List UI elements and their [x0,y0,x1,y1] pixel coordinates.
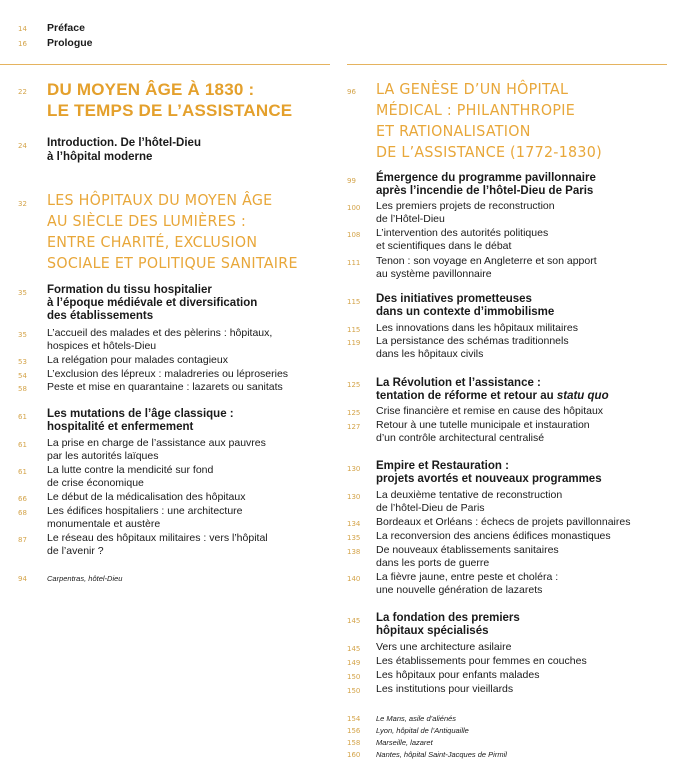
toc-entry[interactable]: Le début de la médicalisation des hôpitaux [47,491,246,503]
page-number: 16 [18,40,27,48]
page-number: 130 [347,493,361,501]
toc-entry[interactable]: Le réseau des hôpitaux militaires : vers l’hôpital [47,532,268,544]
page-number: 156 [347,727,361,735]
toc-entry[interactable]: par les autorités laïques [47,450,159,462]
page-number: 61 [18,468,27,476]
page-number: 119 [347,339,361,347]
toc-entry[interactable]: Crise financière et remise en cause des hôpitaux [376,405,604,417]
toc-entry-prologue[interactable]: Prologue [47,37,93,49]
page-number: 96 [347,88,356,96]
toc-entry[interactable]: hospices et hôtels-Dieu [47,340,157,352]
page-number: 99 [347,177,356,185]
toc-entry[interactable]: une nouvelle génération de lazarets [376,584,543,596]
chapter-title[interactable]: des établissements [47,310,154,322]
page-number: 127 [347,423,361,431]
part-title-line[interactable]: DU MOYEN ÂGE À 1830 : [47,80,255,99]
chapter-title[interactable]: dans un contexte d’immobilisme [376,306,555,318]
toc-entry[interactable]: de l’Hôtel-Dieu [376,213,445,225]
page-number: 115 [347,326,361,334]
toc-entry[interactable]: De nouveaux établissements sanitaires [376,544,559,556]
page-number: 35 [18,289,27,297]
toc-entry[interactable]: Les établissements pour femmes en couches [376,655,587,667]
toc-entry[interactable]: Les institutions pour vieillards [376,683,514,695]
toc-entry[interactable]: La deuxième tentative de reconstruction [376,489,563,501]
chapter-title[interactable]: Empire et Restauration : [376,460,509,472]
toc-entry[interactable]: Les premiers projets de reconstruction [376,200,555,212]
page-number: 24 [18,142,27,150]
toc-entry[interactable]: Les innovations dans les hôpitaux militaires [376,322,578,334]
page-number: 115 [347,298,361,306]
page-number: 134 [347,520,361,528]
toc-entry[interactable]: L’accueil des malades et des pèlerins : hôpitaux, [47,327,273,339]
part-title-line[interactable]: DE L’ASSISTANCE (1772-1830) [376,143,602,161]
toc-entry[interactable]: dans les hôpitaux civils [376,348,484,360]
page-number: 61 [18,441,27,449]
section-title-line[interactable]: LES HÔPITAUX DU MOYEN ÂGE [47,191,273,209]
plate-caption[interactable]: Le Mans, asile d’aliénés [376,714,457,723]
page-number: 100 [347,204,361,212]
toc-entry[interactable]: d’un contrôle architectural centralisé [376,432,545,444]
toc-entry[interactable]: La reconversion des anciens édifices monastiques [376,530,611,542]
chapter-title[interactable]: La Révolution et l’assistance : [376,377,541,389]
part-title-line[interactable]: LE TEMPS DE L’ASSISTANCE [47,101,293,120]
plate-caption[interactable]: Carpentras, hôtel-Dieu [47,574,123,583]
divider [0,64,330,65]
toc-entry[interactable]: de l’avenir ? [47,545,104,557]
page-number: 140 [347,575,361,583]
toc-entry[interactable]: Bordeaux et Orléans : échecs de projets pavillonnaires [376,516,631,528]
toc-entry[interactable]: L’intervention des autorités politiques [376,227,549,239]
page-number: 61 [18,413,27,421]
page-number: 125 [347,409,361,417]
page-number: 53 [18,358,27,366]
page-number: 108 [347,231,361,239]
page-number: 58 [18,385,27,393]
chapter-title[interactable]: après l’incendie de l’hôtel-Dieu de Paris [376,185,594,197]
page-number: 149 [347,659,361,667]
page-number: 135 [347,534,361,542]
page-number: 154 [347,715,361,723]
page-number: 35 [18,331,27,339]
toc-entry[interactable]: Vers une architecture asilaire [376,641,512,653]
toc-entry[interactable]: La fièvre jaune, entre peste et choléra : [376,571,559,583]
toc-entry[interactable]: La lutte contre la mendicité sur fond [47,464,214,476]
chapter-title[interactable]: hospitalité et enfermement [47,421,194,433]
chapter-title[interactable]: Les mutations de l’âge classique : [47,408,234,420]
toc-entry[interactable]: Les hôpitaux pour enfants malades [376,669,540,681]
italic-term: statu quo [556,390,609,402]
page-number: 145 [347,645,361,653]
toc-entry[interactable]: Tenon : son voyage en Angleterre et son apport [376,255,597,267]
part-title-line[interactable]: MÉDICAL : PHILANTHROPIE [376,101,575,119]
chapter-title[interactable]: tentation de réforme et retour au statu quo [376,390,609,402]
page-number: 130 [347,465,361,473]
page-number: 54 [18,372,27,380]
toc-entry[interactable]: et scientifiques dans le débat [376,240,512,252]
toc-entry[interactable]: Peste et mise en quarantaine : lazarets ou sanitats [47,381,283,393]
chapter-title[interactable]: Formation du tissu hospitalier [47,284,212,296]
section-title-line[interactable]: SOCIALE ET POLITIQUE SANITAIRE [47,254,298,272]
chapter-title[interactable]: projets avortés et nouveaux programmes [376,473,602,485]
page-number: 94 [18,575,27,583]
page-number: 14 [18,25,27,33]
part-title-line[interactable]: LA GENÈSE D’UN HÔPITAL [376,80,569,98]
toc-entry[interactable]: monumentale et austère [47,518,161,530]
chapter-title[interactable]: La fondation des premiers [376,612,520,624]
page-number: 158 [347,739,361,747]
page-number: 138 [347,548,361,556]
toc-entry[interactable]: Retour à une tutelle municipale et instauration [376,419,590,431]
plate-caption[interactable]: Lyon, hôpital de l’Antiquaille [376,726,469,735]
page-number: 150 [347,687,361,695]
page-number: 68 [18,509,27,517]
section-title-line[interactable]: ENTRE CHARITÉ, EXCLUSION [47,233,258,251]
page-number: 125 [347,381,361,389]
page-number: 32 [18,200,27,208]
toc-entry[interactable]: Les édifices hospitaliers : une architecture [47,505,243,517]
page-number: 145 [347,617,361,625]
toc-entry[interactable]: La prise en charge de l’assistance aux pauvres [47,437,266,449]
toc-entry-introduction[interactable]: à l’hôpital moderne [47,151,153,163]
chapter-title[interactable]: Des initiatives prometteuses [376,293,532,305]
toc-entry[interactable]: L’exclusion des lépreux : maladreries ou léproseries [47,368,289,380]
page-number: 66 [18,495,27,503]
chapter-title[interactable]: Émergence du programme pavillonnaire [376,172,596,184]
toc-entry[interactable]: dans les ports de guerre [376,557,490,569]
page-number: 150 [347,673,361,681]
toc-entry[interactable]: au système pavillonnaire [376,268,492,280]
divider [347,64,667,65]
page-number: 160 [347,751,361,759]
toc-entry[interactable]: La relégation pour malades contagieux [47,354,228,366]
toc-entry[interactable]: de l’hôtel-Dieu de Paris [376,502,485,514]
toc-entry[interactable]: de crise économique [47,477,144,489]
page-number: 22 [18,88,27,96]
section-title-line[interactable]: AU SIÈCLE DES LUMIÈRES : [47,212,247,230]
toc-entry-preface[interactable]: Préface [47,22,85,34]
plate-caption[interactable]: Marseille, lazaret [376,738,433,747]
part-title-line[interactable]: ET RATIONALISATION [376,122,531,140]
page-number: 87 [18,536,27,544]
page-number: 111 [347,259,361,267]
chapter-title[interactable]: à l’époque médiévale et diversification [47,297,258,309]
toc-entry-introduction[interactable]: Introduction. De l’hôtel-Dieu [47,137,201,149]
chapter-title[interactable]: hôpitaux spécialisés [376,625,489,637]
plate-caption[interactable]: Nantes, hôpital Saint-Jacques de Pirmil [376,750,507,759]
toc-entry[interactable]: La persistance des schémas traditionnels [376,335,569,347]
